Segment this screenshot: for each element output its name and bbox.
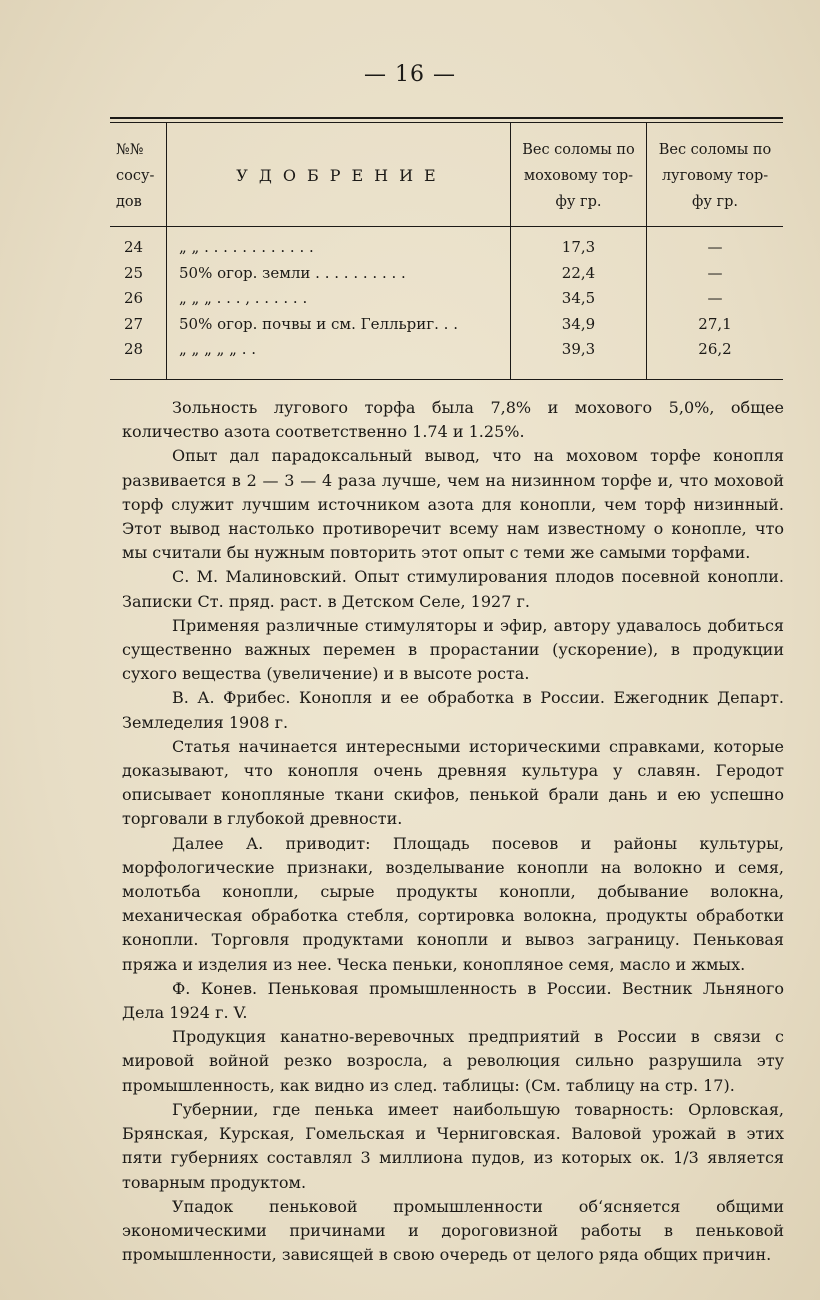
- col-meadow-peat: [646, 227, 783, 379]
- paragraph-ash-content: Зольность лугового торфа была 7,8% и мохового 5,0%, общее количество азота соответственно 1.74 и 1.25%.: [122, 398, 784, 442]
- data-table: [110, 117, 783, 380]
- header-line: фу гр.: [692, 194, 738, 210]
- cell-num: 25: [124, 263, 144, 282]
- cell-num: 28: [124, 340, 144, 358]
- cell-fertilizer: „ „ „ „ „ . .: [179, 340, 256, 358]
- cell-meadow: —: [707, 289, 723, 307]
- cell-meadow: —: [707, 238, 723, 256]
- header-fertilizer: УДОБРЕНИЕ: [166, 123, 510, 226]
- header-line: №№: [116, 142, 144, 158]
- header-vessel-number: [110, 123, 166, 226]
- col-fertilizer: [166, 227, 510, 379]
- header-line: сосу-: [116, 168, 155, 184]
- table-body: [110, 227, 783, 379]
- paragraph-reference-konev: Ф. Конев. Пеньковая промышленность в России. Вестник Льняного Дела 1924 г. V.: [122, 978, 784, 1023]
- header-line: Вес соломы по: [658, 142, 772, 158]
- cell-fertilizer: 50% огор. почвы и см. Гелльриг. . .: [179, 314, 458, 333]
- table-top-rule: [110, 117, 783, 119]
- header-line: Вес соломы по: [522, 142, 635, 158]
- header-line: луговому тор-: [661, 168, 769, 184]
- page-number: — 16 —: [364, 62, 456, 87]
- cell-meadow: —: [707, 263, 723, 282]
- cell-meadow: 27,1: [698, 314, 732, 333]
- cell-moss: 17,3: [561, 238, 596, 256]
- body-text: [122, 396, 784, 1267]
- paragraph-topics: Далее А. приводит: Площадь посевов и районы культуры, морфологические признаки, возделывание конопли на волокно и семя, молотьба конопли, сырые продукты конопли, добывание волокна, механическая обработка стебля, сортировка волокна, продукты обработки конопли. Торговля продуктами конопли и вывоз заграницу. Пеньковая пряжа и изделия из нее. Ческа пеньки, конопляное семя, масло и жмых.: [122, 833, 784, 974]
- col-vessel-number: [110, 227, 166, 379]
- paragraph-experiment-conclusion: Опыт дал парадоксальный вывод, что на моховом торфе конопля развивается в 2 — 3 — 4 раза лучше, чем на низинном торфе и, что моховой торф служит лучшим источником азота для конопли, чем торф низинный. Этот вывод настолько противоречит всему нам известному о конопле, что мы считали бы нужным повторить этот опыт с теми же самыми торфами.: [122, 446, 784, 563]
- cell-meadow: 26,2: [698, 340, 732, 358]
- table-bottom-rule: [110, 379, 783, 380]
- cell-fertilizer: 50% огор. земли . . . . . . . . . .: [179, 263, 406, 282]
- header-meadow-peat-weight: [646, 123, 783, 226]
- paragraph-provinces: Губернии, где пенька имеет наибольшую товарность: Орловская, Брянская, Курская, Гомельская и Черниговская. Валовой урожай в этих пяти губерниях составлял 3 миллиона пудов, из которых ок. 1/3 является товарным продуктом.: [122, 1099, 784, 1192]
- paragraph-decline: Упадок пеньковой промышленности об‘ясняется общими экономическими причинами и дороговизной работы в пеньковой промышленности, зависящей в свою очередь от целого ряда общих причин.: [122, 1196, 784, 1265]
- header-line: дов: [116, 194, 142, 210]
- cell-fertilizer: „ „ . . . . . . . . . . . .: [179, 238, 314, 256]
- header-line: моховому тор-: [523, 168, 634, 184]
- cell-num: 24: [124, 238, 144, 256]
- cell-moss: 22,4: [561, 263, 596, 282]
- paragraph-reference-fribes: В. А. Фрибес. Конопля и ее обработка в России. Ежегодник Департ. Земледелия 1908 г.: [122, 688, 784, 732]
- table-header-row: [110, 123, 783, 226]
- cell-moss: 34,5: [561, 289, 596, 307]
- cell-fertilizer: „ „ „ . . . , . . . . . .: [179, 289, 308, 307]
- header-moss-peat-weight: [510, 123, 646, 226]
- paragraph-production: Продукция канатно-веревочных предприятий в России в связи с мировой войной резко возросла, а революция сильно разрушила эту промышленность, как видно из след. таблицы: (См. таблицу на стр. 17).: [122, 1027, 784, 1095]
- paragraph-stimulators: Применяя различные стимуляторы и эфир, автору удавалось добиться существенно важных перемен в прорастании (ускорение), в продукции сухого вещества (увеличение) и в высоте роста.: [122, 615, 784, 684]
- cell-moss: 34,9: [561, 314, 596, 333]
- cell-moss: 39,3: [561, 340, 596, 358]
- paragraph-reference-malinovsky: С. М. Малиновский. Опыт стимулирования плодов посевной конопли. Записки Ст. пряд. раст. в Детском Селе, 1927 г.: [122, 567, 784, 611]
- col-moss-peat: [510, 227, 646, 379]
- paragraph-history: Статья начинается интересными историческими справками, которые доказывают, что конопля очень древняя культура у славян. Геродот описывает конопляные ткани скифов, пенькой брали дань и ею успешно торговали в глубокой древности.: [122, 736, 784, 829]
- header-line: фу гр.: [555, 194, 602, 210]
- cell-num: 27: [124, 314, 144, 333]
- cell-num: 26: [124, 289, 144, 307]
